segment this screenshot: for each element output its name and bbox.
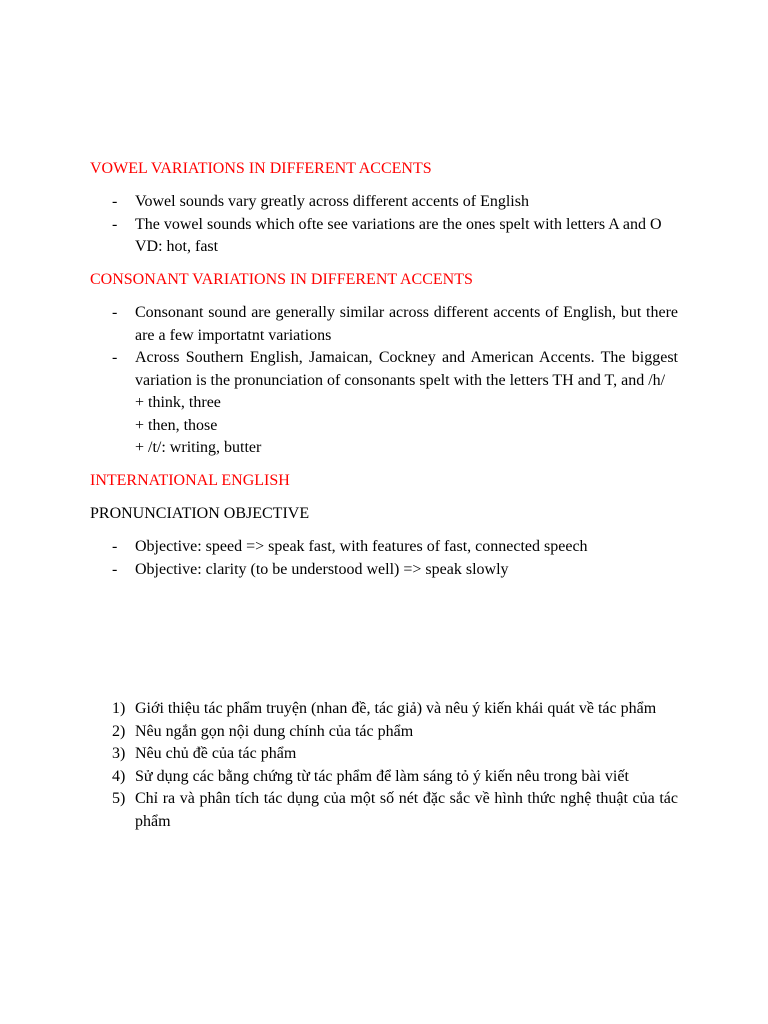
list-item-text: + think, three [135, 394, 221, 411]
heading-international-english: INTERNATIONAL ENGLISH [90, 472, 290, 489]
list-item [90, 743, 678, 766]
list-item-text: Vowel sounds vary greatly across different accents of English [135, 193, 529, 210]
list-item-text: VD: hot, fast [135, 238, 219, 255]
list-number: 4) [112, 767, 126, 785]
list-item-text: Objective: speed => speak fast, with features of fast, connected speech [135, 538, 588, 555]
list-item [90, 302, 678, 347]
bullet-dash: - [112, 304, 118, 321]
objective-bullet-list [90, 536, 678, 581]
list-number: 5) [112, 790, 126, 807]
bullet-dash: - [112, 349, 118, 366]
list-item-text: The vowel sounds which ofte see variations are the ones spelt with letters A and O [135, 215, 662, 233]
list-item-text: Across Southern English, Jamaican, Cockney and American Accents. The biggest variation is the pronunciation of consonants spelt with the letters TH and T, and /h/ [135, 349, 678, 389]
list-item-text: Nêu chủ đề của tác phẩm [135, 745, 297, 762]
list-item [90, 191, 678, 214]
list-item [90, 721, 678, 744]
list-item [90, 698, 678, 721]
heading-consonant-variations: CONSONANT VARIATIONS IN DIFFERENT ACCENTS [90, 271, 473, 288]
vowel-bullet-list [90, 191, 678, 259]
bullet-dash: - [112, 215, 118, 233]
list-item-text: + then, those [135, 416, 218, 434]
consonant-bullet-list [90, 302, 678, 460]
bullet-dash: - [112, 538, 118, 555]
heading-pronunciation-objective: PRONUNCIATION OBJECTIVE [90, 505, 310, 522]
list-item-text: Nêu ngắn gọn nội dung chính của tác phẩm [135, 722, 414, 740]
list-number: 3) [112, 745, 126, 762]
bullet-dash: - [112, 193, 118, 210]
heading-vowel-variations: VOWEL VARIATIONS IN DIFFERENT ACCENTS [90, 160, 432, 177]
list-item [90, 766, 678, 789]
list-item-text: Objective: clarity (to be understood well) => speak slowly [135, 560, 509, 578]
list-item [90, 788, 678, 833]
list-item-text: Giới thiệu tác phẩm truyện (nhan đề, tác giả) và nêu ý kiến khái quát về tác phẩm [135, 700, 657, 717]
document-page [90, 158, 678, 833]
list-item-text: Sử dụng các bằng chứng từ tác phẩm để làm sáng tỏ ý kiến nêu trong bài viết [135, 767, 629, 785]
list-item [90, 559, 678, 582]
list-item-text: Chỉ ra và phân tích tác dụng của một số nét đặc sắc về hình thức nghệ thuật của tác phẩm [135, 790, 678, 830]
list-item-text: Consonant sound are generally similar across different accents of English, but there are a few importatnt variations [135, 304, 678, 344]
numbered-list [90, 698, 678, 833]
list-number: 1) [112, 700, 126, 717]
bullet-dash: - [112, 560, 118, 578]
list-item [90, 347, 678, 460]
list-number: 2) [112, 722, 126, 740]
list-item [90, 536, 678, 559]
list-item-text: + /t/: writing, butter [135, 439, 262, 456]
list-item [90, 214, 678, 259]
